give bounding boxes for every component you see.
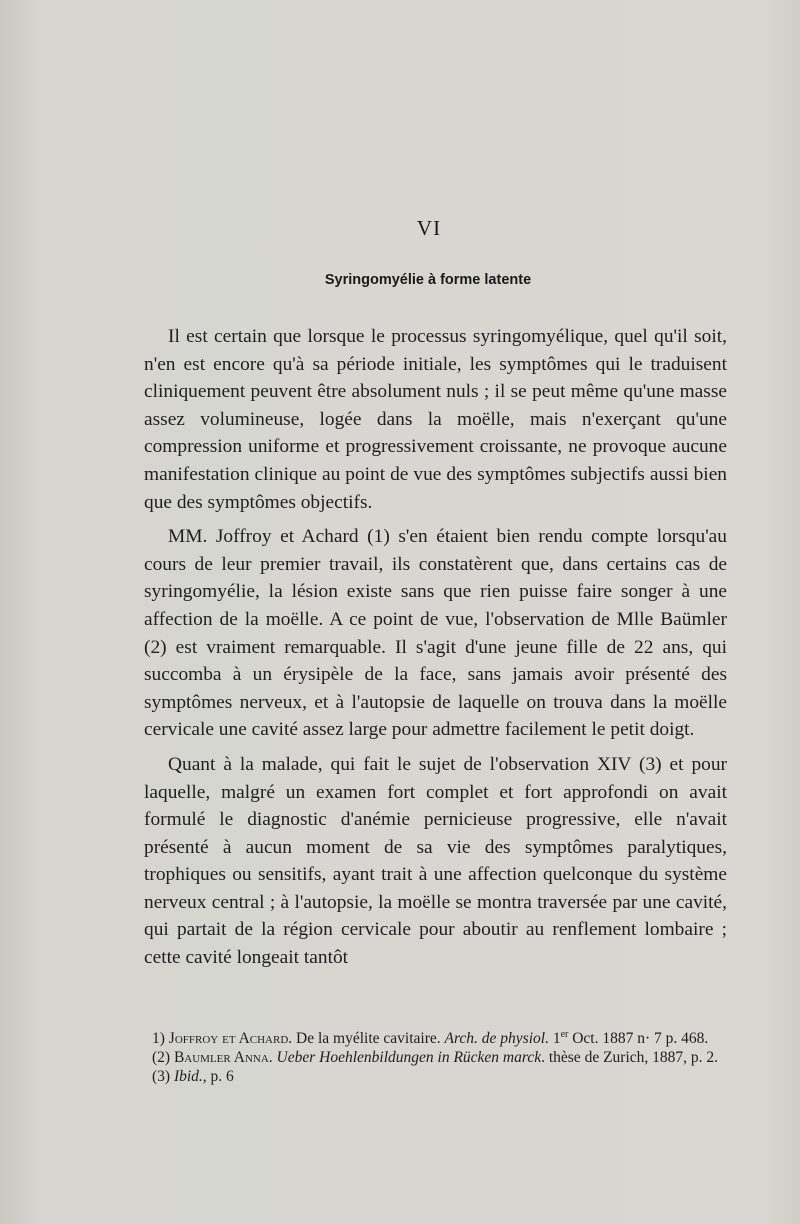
chapter-title: Syringomyélie à forme latente: [324, 272, 532, 288]
paragraph-3: Quant à la malade, qui fait le sujet de l'observation XIV (3) et pour laquelle, malgré un examen fort complet et fort approfondi on avait formulé le diagnostic d'anémie pernicieuse progressive, elle n'avait présenté à aucun moment de sa vie des symptômes paralytiques, trophiques ou sensitifs, ayant trait à une affection quelconque du système nerveux central ; à l'autopsie, la moëlle se montra traversée par une cavité, qui partait de la région cervicale pour aboutir au renflement lombaire ; cette cavité longeait tantôt: [144, 753, 727, 969]
footnote-date-number: 1: [552, 1030, 561, 1047]
footnote-title: Ueber Hoehlenbildungen in Rücken marck: [276, 1048, 542, 1066]
paragraph-2: MM. Joffroy et Achard (1) s'en étaient bien rendu compte lorsqu'au cours de leur premier travail, ils constatèrent que, dans certains cas de syringomyélie, la lésion existe sans que rien puisse faire songer à une affection de la moëlle. A ce point de vue, l'observation de Mlle Baümler (2) est vraiment remarquable. Il s'agit d'une jeune fille de 22 ans, qui succomba à un érysipèle de la face, sans jamais avoir présenté des symptômes nerveux, et à l'autopsie de laquelle on trouva dans la moëlle cervicale une cavité assez large pour admettre facilement le petit doigt.: [144, 526, 727, 741]
footnote-text-rest: . thèse de Zurich, 1887, p. 2.: [541, 1048, 719, 1066]
footnote-date-superscript: er: [560, 1028, 569, 1040]
paragraph-1: Il est certain que lorsque le processus syringomyélique, quel qu'il soit, n'en est encore qu'à sa période initiale, les symptômes qui le traduisent cliniquement peuvent être absolument nuls ; il se peut même qu'une masse assez volumineuse, logée dans la moëlle, mais n'exerçant qu'une compression uniforme et progressivement croissante, ne provoque aucune manifestation clinique au point de vue des symptômes subjectifs aussi bien que des symptômes objectifs.: [144, 326, 727, 513]
footnote-marker: (2): [152, 1048, 171, 1066]
footnote-text-rest: , p. 6: [202, 1067, 234, 1085]
footnotes: [152, 1030, 728, 1086]
body-text: [144, 323, 727, 972]
chapter-number: VI: [416, 216, 442, 240]
footnote-2: [152, 1049, 728, 1067]
footnote-author: Baumler Anna: [173, 1048, 269, 1066]
footnote-date-rest: Oct. 1887 n· 7 p. 468.: [568, 1030, 709, 1047]
footnote-text: .: [268, 1048, 277, 1066]
footnote-marker: 1): [152, 1030, 165, 1047]
footnote-ibid: Ibid.: [173, 1067, 203, 1085]
footnote-text: . De la myélite cavitaire.: [288, 1030, 445, 1047]
footnote-authors: Joffroy et Achard: [168, 1030, 289, 1047]
footnote-marker: (3): [152, 1067, 171, 1085]
footnote-journal: Arch. de physiol.: [444, 1030, 549, 1047]
footnote-3: [152, 1068, 728, 1086]
footnote-1: [152, 1030, 728, 1048]
